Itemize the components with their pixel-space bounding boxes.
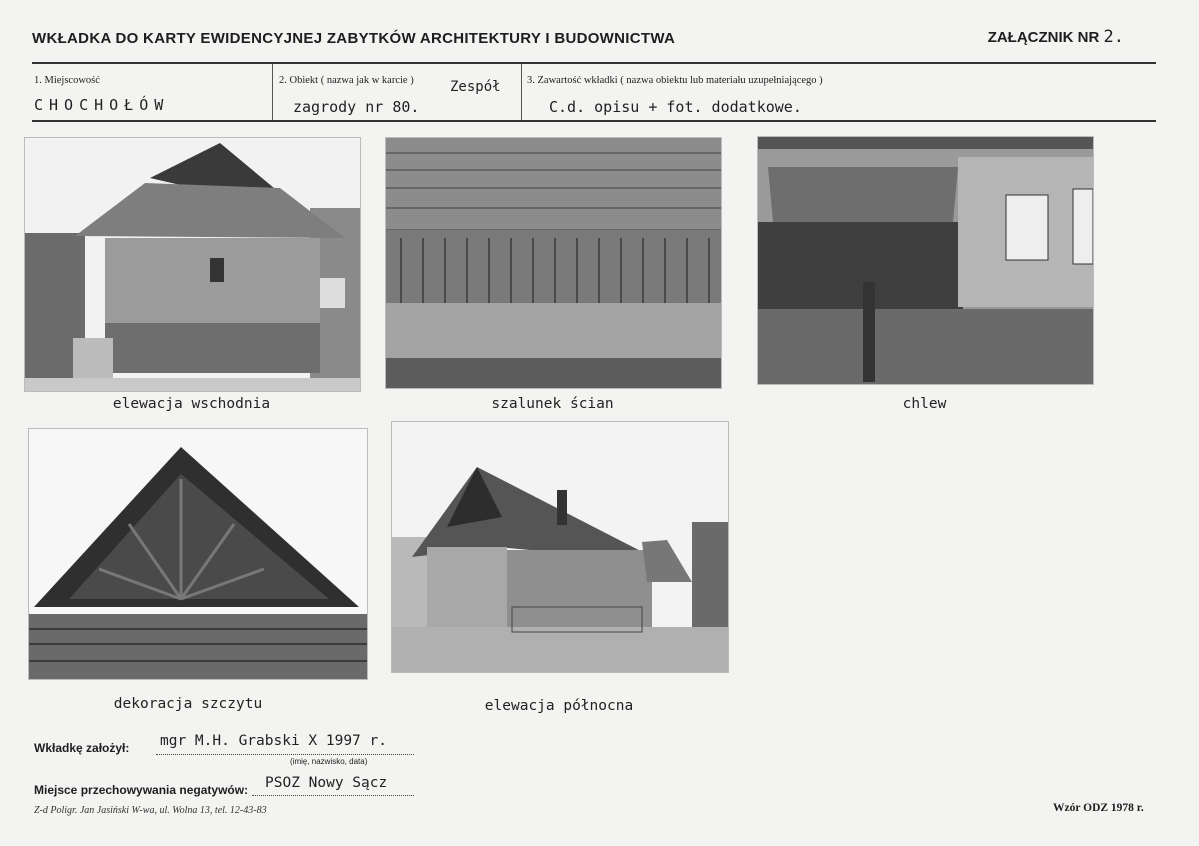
house-east-image: [25, 138, 360, 391]
founder-label: Wkładkę założył:: [34, 741, 130, 755]
printer-imprint: Z-d Poligr. Jan Jasiński W-wa, ul. Wolna 13, tel. 12-43-83: [34, 805, 267, 816]
caption-north-elevation: elewacja północna: [484, 698, 634, 714]
photo-gable-decoration: [28, 428, 368, 680]
form-title: WKŁADKA DO KARTY EWIDENCYJNEJ ZABYTKÓW ARCHITEKTURY I BUDOWNICTWA: [32, 30, 676, 47]
photo-pigsty: [757, 136, 1094, 385]
contents-value: C.d. opisu + fot. dodatkowe.: [549, 98, 802, 116]
photo-north-elevation: [391, 421, 729, 673]
top-rule: [32, 62, 1156, 64]
founder-value: mgr M.H. Grabski X 1997 r.: [160, 733, 387, 749]
annex-label-text: ZAŁĄCZNIK NR: [987, 29, 1100, 46]
storage-value: PSOZ Nowy Sącz: [265, 775, 388, 791]
house-north-image: [392, 422, 728, 672]
caption-pigsty: chlew: [902, 396, 947, 412]
annex-label: [988, 27, 1124, 47]
caption-east-elevation: elewacja wschodnia: [112, 396, 271, 412]
founder-dotline: [156, 754, 414, 755]
wall-boarding-image: [386, 138, 721, 388]
pigsty-image: [758, 137, 1093, 384]
photo-wall-boarding: [385, 137, 722, 389]
founder-hint: (imię, nazwisko, data): [290, 757, 368, 766]
header-bottom-rule: [32, 120, 1156, 122]
contents-label: 3. Zawartość wkładki ( nazwa obiektu lub materiału uzupełniającego ): [527, 75, 823, 86]
caption-wall-boarding: szalunek ścian: [491, 396, 614, 412]
caption-gable-decoration: dekoracja szczytu: [113, 696, 263, 712]
object-value-line1: Zespół: [450, 79, 501, 95]
photo-east-elevation: [24, 137, 361, 392]
object-value-line2: zagrody nr 80.: [293, 98, 420, 116]
gable-image: [29, 429, 367, 679]
place-label: 1. Miejscowość: [34, 75, 100, 86]
object-label: 2. Obiekt ( nazwa jak w karcie ): [279, 75, 414, 86]
place-value: CHOCHOŁÓW: [34, 96, 170, 114]
storage-label: Miejsce przechowywania negatywów:: [34, 783, 249, 797]
storage-dotline: [252, 795, 414, 796]
annex-number: 2.: [1103, 27, 1124, 47]
form-model: Wzór ODZ 1978 r.: [1053, 802, 1144, 814]
field-divider-1: [272, 64, 273, 120]
field-divider-2: [521, 64, 522, 120]
